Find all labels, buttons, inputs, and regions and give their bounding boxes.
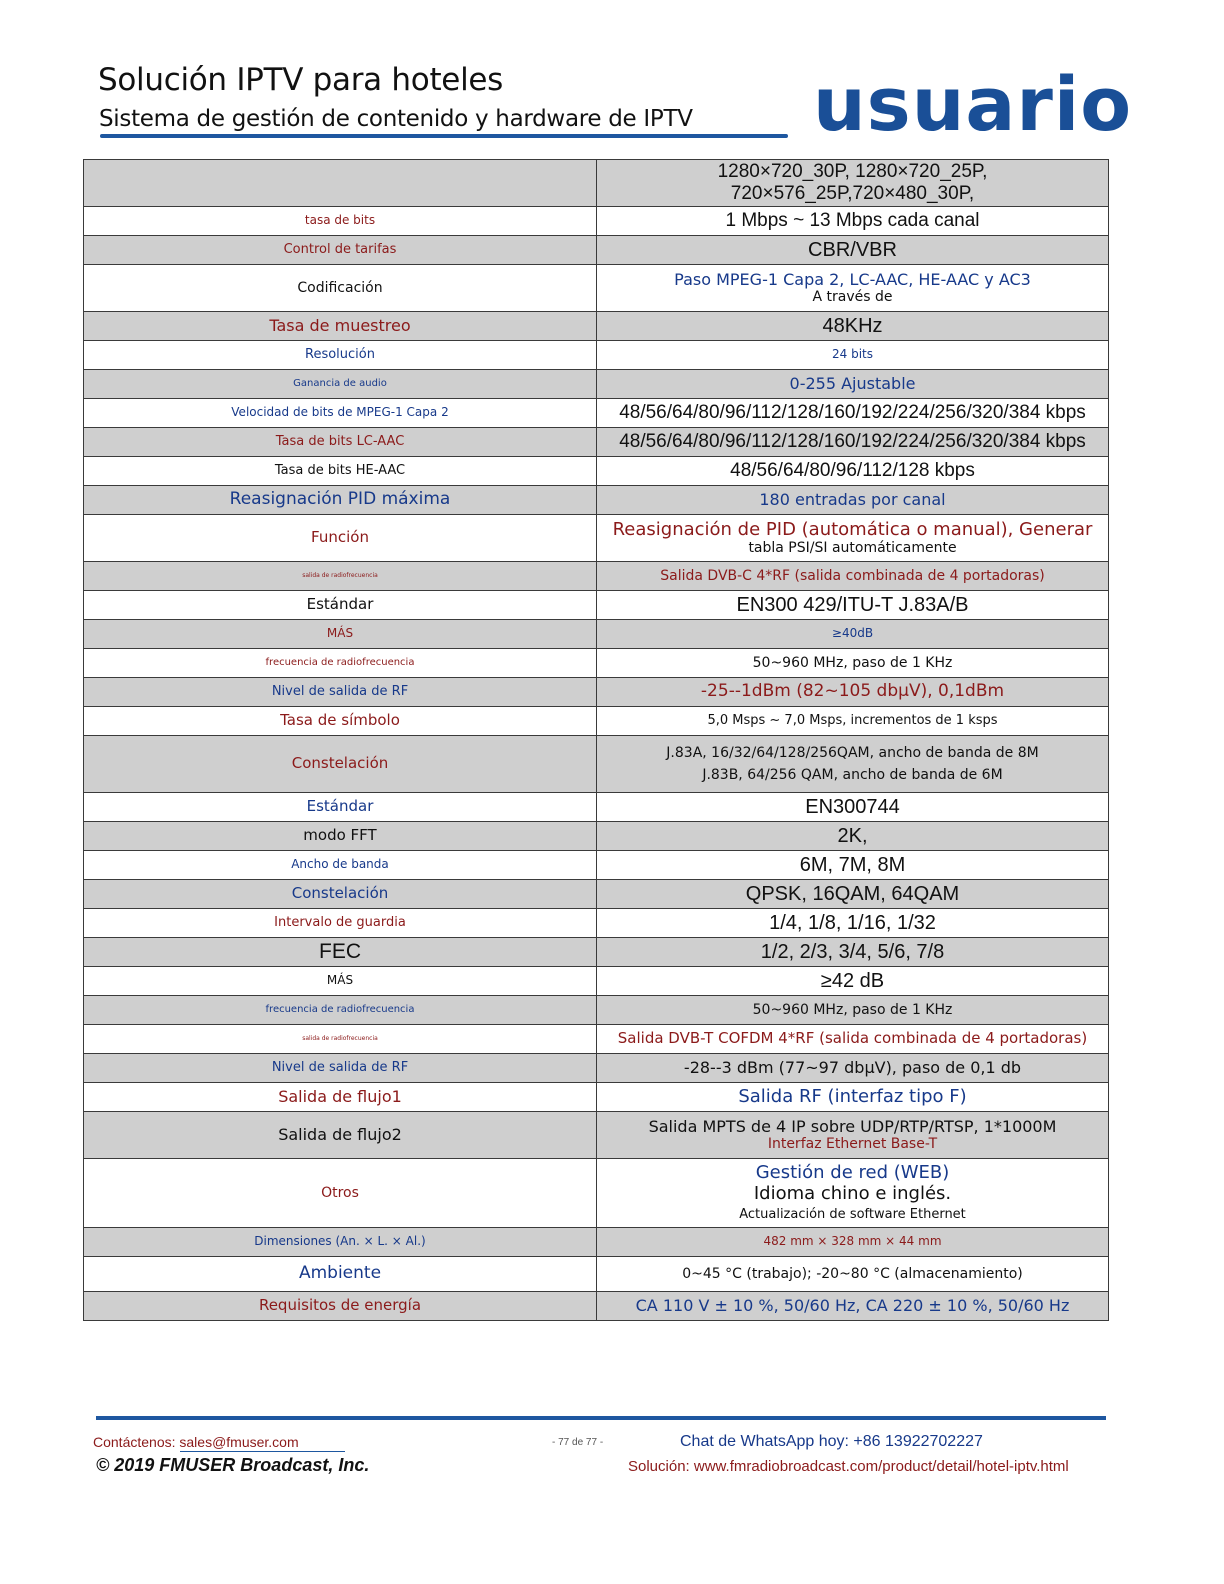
brand-logo-text: usuario [813, 62, 1133, 148]
spec-value: 1280×720_30P, 1280×720_25P, 720×576_25P,720×480_30P, [597, 160, 1109, 207]
page-number: - 77 de 77 - [552, 1437, 604, 1448]
spec-value: ≥42 dB [597, 967, 1109, 996]
table-row [84, 1159, 1109, 1228]
spec-key: Tasa de bits LC-AAC [84, 428, 597, 457]
spec-key: Estándar [84, 591, 597, 620]
spec-value: Salida DVB-C 4*RF (salida combinada de 4 portadoras) [597, 562, 1109, 591]
spec-value: ≥40dB [597, 620, 1109, 649]
spec-key: FEC [84, 938, 597, 967]
spec-key: Nivel de salida de RF [84, 678, 597, 707]
table-row [84, 1025, 1109, 1054]
spec-value: -25--1dBm (82~105 dbμV), 0,1dBm [597, 678, 1109, 707]
spec-value: 50~960 MHz, paso de 1 KHz [597, 996, 1109, 1025]
spec-value: 48/56/64/80/96/112/128 kbps [597, 457, 1109, 486]
table-row [84, 707, 1109, 736]
table-row [84, 1112, 1109, 1159]
table-row [84, 265, 1109, 312]
spec-key: Codificación [84, 265, 597, 312]
table-row [84, 1228, 1109, 1257]
spec-key: frecuencia de radiofrecuencia [84, 996, 597, 1025]
spec-key: frecuencia de radiofrecuencia [84, 649, 597, 678]
table-row [84, 236, 1109, 265]
table-row [84, 880, 1109, 909]
spec-key: Control de tarifas [84, 236, 597, 265]
table-row [84, 370, 1109, 399]
page-subtitle: Sistema de gestión de contenido y hardware de IPTV [99, 106, 693, 132]
table-row [84, 399, 1109, 428]
spec-value: 6M, 7M, 8M [597, 851, 1109, 880]
spec-value: J.83A, 16/32/64/128/256QAM, ancho de banda de 8M J.83B, 64/256 QAM, ancho de banda de 6M [597, 736, 1109, 793]
spec-value: EN300 429/ITU-T J.83A/B [597, 591, 1109, 620]
table-row [84, 851, 1109, 880]
spec-value: 50~960 MHz, paso de 1 KHz [597, 649, 1109, 678]
table-row [84, 793, 1109, 822]
table-row [84, 996, 1109, 1025]
spec-value: 0-255 Ajustable [597, 370, 1109, 399]
table-row [84, 1054, 1109, 1083]
spec-value: Salida DVB-T COFDM 4*RF (salida combinada de 4 portadoras) [597, 1025, 1109, 1054]
spec-value: 24 bits [597, 341, 1109, 370]
spec-key: Constelación [84, 736, 597, 793]
spec-value: 48KHz [597, 312, 1109, 341]
spec-key: Función [84, 515, 597, 562]
spec-key: Reasignación PID máxima [84, 486, 597, 515]
table-row [84, 909, 1109, 938]
footer-contact-underline [180, 1451, 345, 1452]
spec-key: Ganancia de audio [84, 370, 597, 399]
table-row [84, 207, 1109, 236]
spec-value: QPSK, 16QAM, 64QAM [597, 880, 1109, 909]
table-row [84, 649, 1109, 678]
spec-value: 5,0 Msps ~ 7,0 Msps, incrementos de 1 ksps [597, 707, 1109, 736]
header-divider [100, 134, 788, 138]
spec-value: 48/56/64/80/96/112/128/160/192/224/256/320/384 kbps [597, 399, 1109, 428]
spec-value: Salida RF (interfaz tipo F) [597, 1083, 1109, 1112]
spec-key: Tasa de símbolo [84, 707, 597, 736]
spec-value: 1/2, 2/3, 3/4, 5/6, 7/8 [597, 938, 1109, 967]
spec-key: salida de radiofrecuencia [84, 562, 597, 591]
spec-key: Intervalo de guardia [84, 909, 597, 938]
spec-value: 2K, [597, 822, 1109, 851]
spec-key: Dimensiones (An. × L. × Al.) [84, 1228, 597, 1257]
spec-value: -28--3 dBm (77~97 dbμV), paso de 0,1 db [597, 1054, 1109, 1083]
spec-value: 180 entradas por canal [597, 486, 1109, 515]
spec-key: Salida de flujo1 [84, 1083, 597, 1112]
spec-key [84, 160, 597, 207]
table-row [84, 341, 1109, 370]
spec-value: 1 Mbps ~ 13 Mbps cada canal [597, 207, 1109, 236]
table-row [84, 822, 1109, 851]
table-row [84, 1292, 1109, 1321]
footer-divider [96, 1416, 1106, 1420]
spec-table [83, 159, 1109, 1321]
spec-value: CA 110 V ± 10 %, 50/60 Hz, CA 220 ± 10 %, 50/60 Hz [597, 1292, 1109, 1321]
spec-value: Paso MPEG-1 Capa 2, LC-AAC, HE-AAC y AC3 A través de [597, 265, 1109, 312]
spec-value: Reasignación de PID (automática o manual), Generar tabla PSI/SI automáticamente [597, 515, 1109, 562]
table-row [84, 312, 1109, 341]
spec-key: MÁS [84, 967, 597, 996]
spec-key: Ancho de banda [84, 851, 597, 880]
spec-value: EN300744 [597, 793, 1109, 822]
table-row [84, 160, 1109, 207]
spec-value: 0~45 °C (trabajo); -20~80 °C (almacenamiento) [597, 1257, 1109, 1292]
table-row [84, 457, 1109, 486]
spec-value: 482 mm × 328 mm × 44 mm [597, 1228, 1109, 1257]
spec-key: Nivel de salida de RF [84, 1054, 597, 1083]
spec-key: Salida de flujo2 [84, 1112, 597, 1159]
table-row [84, 620, 1109, 649]
spec-key: Tasa de bits HE-AAC [84, 457, 597, 486]
spec-value: Salida MPTS de 4 IP sobre UDP/RTP/RTSP, 1*1000M Interfaz Ethernet Base-T [597, 1112, 1109, 1159]
spec-key: Otros [84, 1159, 597, 1228]
footer-whatsapp: Chat de WhatsApp hoy: +86 13922702227 [680, 1433, 983, 1450]
footer-solution-link[interactable]: Solución: www.fmradiobroadcast.com/product/detail/hotel-iptv.html [628, 1458, 1069, 1475]
page-title: Solución IPTV para hoteles [98, 62, 504, 98]
spec-key: Estándar [84, 793, 597, 822]
footer-copyright: © 2019 FMUSER Broadcast, Inc. [96, 1455, 370, 1475]
spec-key: MÁS [84, 620, 597, 649]
spec-key: Tasa de muestreo [84, 312, 597, 341]
table-row [84, 678, 1109, 707]
spec-key: Constelación [84, 880, 597, 909]
spec-value: 1/4, 1/8, 1/16, 1/32 [597, 909, 1109, 938]
table-row [84, 967, 1109, 996]
spec-key: Ambiente [84, 1257, 597, 1292]
table-row [84, 1083, 1109, 1112]
spec-key: Requisitos de energía [84, 1292, 597, 1321]
spec-key: Resolución [84, 341, 597, 370]
spec-key: salida de radiofrecuencia [84, 1025, 597, 1054]
spec-key: tasa de bits [84, 207, 597, 236]
table-row [84, 1257, 1109, 1292]
table-row [84, 515, 1109, 562]
table-row [84, 736, 1109, 793]
table-row [84, 428, 1109, 457]
spec-key: Velocidad de bits de MPEG-1 Capa 2 [84, 399, 597, 428]
table-row [84, 486, 1109, 515]
spec-value: CBR/VBR [597, 236, 1109, 265]
spec-value: Gestión de red (WEB) Idioma chino e inglés. Actualización de software Ethernet [597, 1159, 1109, 1228]
table-row [84, 562, 1109, 591]
spec-value: 48/56/64/80/96/112/128/160/192/224/256/320/384 kbps [597, 428, 1109, 457]
table-row [84, 591, 1109, 620]
footer-contact: Contáctenos: sales@fmuser.com [93, 1434, 299, 1450]
table-row [84, 938, 1109, 967]
spec-key: modo FFT [84, 822, 597, 851]
